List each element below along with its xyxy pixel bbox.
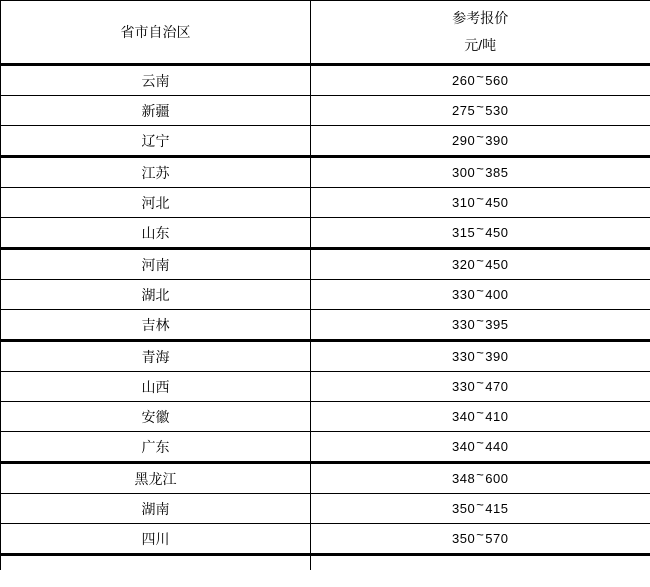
price-range-cell: 260~560 (311, 65, 650, 96)
tilde-separator: ~ (476, 99, 485, 114)
price-range-cell: 320~450 (311, 249, 650, 280)
price-range-cell: 275~530 (311, 96, 650, 126)
province-cell: 广东 (1, 432, 311, 463)
price-range-cell: 350~415 (311, 494, 650, 524)
province-cell: 青海 (1, 341, 311, 372)
table-row (1, 96, 650, 126)
province-cell: 黑龙江 (1, 463, 311, 494)
price-range-cell: 290~390 (311, 126, 650, 157)
tilde-separator: ~ (476, 129, 485, 144)
province-cell: 安徽 (1, 402, 311, 432)
province-cell: 四川 (1, 524, 311, 555)
table-row (1, 218, 650, 249)
price-range-cell: 330~390 (311, 341, 650, 372)
price-range-cell: 330~470 (311, 372, 650, 402)
table-row (1, 402, 650, 432)
table-row (1, 432, 650, 463)
table-row (1, 372, 650, 402)
table-row (1, 524, 650, 555)
province-cell: 江苏 (1, 157, 311, 188)
province-cell: 湖南 (1, 494, 311, 524)
table-row (1, 280, 650, 310)
table-row (1, 126, 650, 157)
price-range-cell: 315~450 (311, 218, 650, 249)
col-header-price (311, 1, 650, 65)
province-cell: 山东 (1, 218, 311, 249)
province-cell: 河南 (1, 249, 311, 280)
table-row (1, 249, 650, 280)
price-range-cell: 300~385 (311, 157, 650, 188)
table-row (1, 310, 650, 341)
province-cell: 湖北 (1, 280, 311, 310)
empty-cell (311, 555, 650, 571)
province-cell: 吉林 (1, 310, 311, 341)
tilde-separator: ~ (476, 283, 485, 298)
tilde-separator: ~ (476, 345, 485, 360)
table-body (1, 65, 650, 571)
tilde-separator: ~ (476, 405, 485, 420)
table-row (1, 463, 650, 494)
price-range-cell: 348~600 (311, 463, 650, 494)
price-range-cell: 330~400 (311, 280, 650, 310)
table-row (1, 65, 650, 96)
tilde-separator: ~ (476, 497, 485, 512)
price-range-cell: 340~410 (311, 402, 650, 432)
province-cell: 山西 (1, 372, 311, 402)
col-header-price-unit: 元/吨 (464, 37, 497, 53)
province-cell: 河北 (1, 188, 311, 218)
tilde-separator: ~ (476, 435, 485, 450)
tilde-separator: ~ (476, 313, 485, 328)
header-row (1, 1, 650, 65)
table-row (1, 188, 650, 218)
province-cell: 辽宁 (1, 126, 311, 157)
table-row (1, 341, 650, 372)
col-header-province: 省市自治区 (1, 1, 311, 65)
tilde-separator: ~ (476, 69, 485, 84)
empty-cell (1, 555, 311, 571)
table-row (1, 157, 650, 188)
col-header-price-title: 参考报价 (452, 10, 509, 26)
price-range-cell: 350~570 (311, 524, 650, 555)
price-range-cell: 310~450 (311, 188, 650, 218)
province-cell: 新疆 (1, 96, 311, 126)
tilde-separator: ~ (476, 527, 485, 542)
tilde-separator: ~ (476, 161, 485, 176)
province-cell: 云南 (1, 65, 311, 96)
price-range-cell: 340~440 (311, 432, 650, 463)
price-range-cell: 330~395 (311, 310, 650, 341)
tilde-separator: ~ (476, 191, 485, 206)
table-row (1, 494, 650, 524)
tilde-separator: ~ (476, 467, 485, 482)
tilde-separator: ~ (476, 253, 485, 268)
partial-cutoff-row (1, 555, 650, 571)
tilde-separator: ~ (476, 221, 485, 236)
tilde-separator: ~ (476, 375, 485, 390)
